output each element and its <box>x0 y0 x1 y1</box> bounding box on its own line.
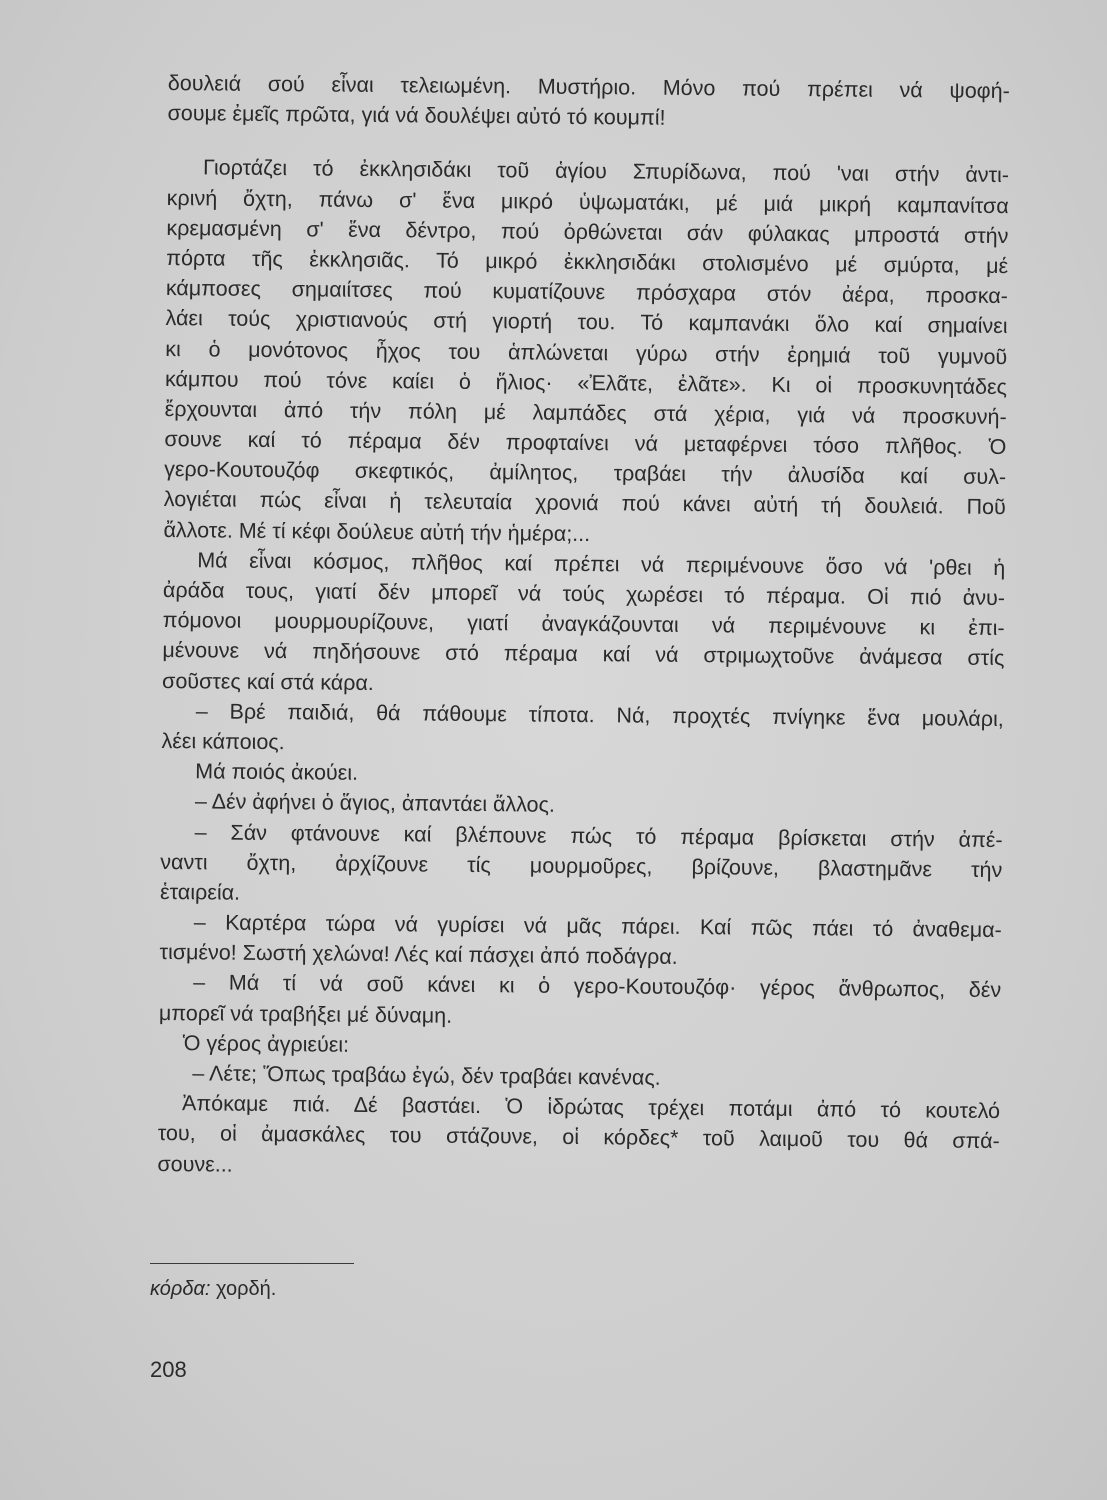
footnote-divider <box>150 1263 354 1264</box>
text-line: – Δέν ἀφήνει ὁ ἅγιος, ἀπαντάει ἄλλος. <box>194 789 556 818</box>
text-line: Ὁ γέρος ἀγριεύει: <box>182 1030 350 1057</box>
text-line: Γιορτάζει τό ἐκκλησιδάκι τοῦ ἁγίου Σπυρίδωνα, πού 'ναι στήν ἀντι- <box>202 155 1010 188</box>
text-line: μένουνε νά πηδήσουνε στό πέραμα καί νά στριμωχτοῦνε ἀνάμεσα στίς <box>162 638 1005 671</box>
text-line: τισμένο! Σωστή χελώνα! Λές καί πάσχει ἀπό ποδάγρα. <box>159 940 678 970</box>
text-line: σουνε καί τό πέραμα δέν προφταίνει νά μεταφέρνει τόσο πλῆθος. Ὁ <box>164 427 1007 460</box>
text-line: Μά εἶναι κόσμος, πλῆθος καί πρέπει νά περιμένουνε ὅσο νά 'ρθει ἡ <box>197 548 1006 580</box>
text-line: – Καρτέρα τώρα νά γυρίσει νά μᾶς πάρει. Καί πῶς πάει τό ἀναθεμα- <box>193 910 1002 943</box>
text-line: σοῦστες καί στά κάρα. <box>162 668 374 695</box>
text-line: λέει κάποιος. <box>161 728 285 755</box>
text-line: γερο-Κουτουζόφ σκεφτικός, ἀμίλητος, τραβάει τήν ἀλυσίδα καί συλ- <box>164 457 1007 490</box>
footnote-definition: χορδή. <box>215 1278 277 1300</box>
text-line: πόρτα τῆς ἐκκλησιᾶς. Τό μικρό ἐκκλησιδάκι στολισμένο μέ σμύρτα, μέ <box>166 245 1009 279</box>
text-line: – Βρέ παιδιά, θά πάθουμε τίποτα. Νά, προχτές πνίγηκε ἕνα μουλάρι, <box>195 699 1004 731</box>
text-line: μπορεῖ νά τραβήξει μέ δύναμη. <box>158 1000 453 1028</box>
text-line: του, οἱ ἀμασκάλες του στάζουνε, οἱ κόρδες* τοῦ λαιμοῦ του θά σπά- <box>157 1121 1000 1154</box>
text-line: κι ὁ μονότονος ἦχος του ἁπλώνεται γύρω στήν ἐρημιά τοῦ γυμνοῦ <box>165 336 1008 369</box>
text-line: Ἀπόκαμε πιά. Δέ βαστάει. Ὁ ἱδρώτας τρέχει ποτάμι ἀπό τό κουτελό <box>181 1091 1001 1124</box>
text-line: σουμε ἐμεῖς πρῶτα, γιά νά δουλέψει αὐτό τό κουμπί! <box>167 101 666 130</box>
text-line: ναντι ὄχτη, ἀρχίζουνε τίς μουρμοῦρες, βρίζουνε, βλαστημᾶνε τήν <box>160 849 1003 882</box>
footnote-term: κόρδα: <box>150 1278 211 1300</box>
body-text <box>157 68 1010 1187</box>
text-line: ἀράδα τους, γιατί δέν μπορεῖ νά τούς χωρέσει τό πέραμα. Οἱ πιό ἀνυ- <box>162 577 1006 611</box>
text-line: – Μά τί νά σοῦ κάνει κι ὁ γερο-Κουτουζόφ· γέρος ἄνθρωπος, δέν <box>193 970 1002 1003</box>
text-line: πόμονοι μουρμουρίζουνε, γιατί ἀναγκάζουνται νά περιμένουνε κι ἐπι- <box>162 608 1005 641</box>
text-line: λάει τούς χριστιανούς στή γιορτή του. Τό καμπανάκι ὅλο καί σημαίνει <box>165 306 1008 339</box>
text-line: κρεμασμένη σ' ἕνα δέντρο, πού ὀρθώνεται σάν φύλακας μπροστά στήν <box>166 215 1009 248</box>
text-line: ἑταιρεία. <box>159 879 241 905</box>
text-line: ἔρχουνται ἀπό τήν πόλη μέ λαμπάδες στά χέρια, γιά νά προσκυνή- <box>164 396 1007 429</box>
text-line: λογιέται πώς εἶναι ἡ τελευταία χρονιά πού κάνει αὐτή τή δουλειά. Ποῦ <box>163 487 1006 520</box>
footnote <box>150 1278 276 1301</box>
text-line: κάμποσες σημαιίτσες πού κυματίζουνε πρόσχαρα στόν ἀέρα, προσκα- <box>165 276 1008 309</box>
text-line: σουνε... <box>157 1151 233 1177</box>
page-number: 208 <box>150 1357 187 1382</box>
text-line: δουλειά σού εἶναι τελειωμένη. Μυστήριο. Μόνο πού πρέπει νά ψοφή- <box>167 70 1010 104</box>
text-line: ἄλλοτε. Μέ τί κέφι δούλευε αὐτή τήν ἡμέρα;... <box>163 517 591 546</box>
text-line: – Λέτε; Ὅπως τραβάω ἐγώ, δέν τραβάει κανένας. <box>192 1061 661 1090</box>
text-line: – Σάν φτάνουνε καί βλέπουνε πώς τό πέραμα βρίσκεται στήν ἀπέ- <box>194 819 1003 852</box>
text-line: κρινή ὄχτη, πάνω σ' ἕνα μικρό ὑψωματάκι, μέ μιά μικρή καμπανίτσα <box>166 185 1009 218</box>
text-line: κάμπου πού τόνε καίει ὁ ἥλιος· «Ἐλᾶτε, ἐλᾶτε». Κι οἱ προσκυνητάδες <box>164 366 1008 399</box>
text-line: Μά ποιός ἀκούει. <box>195 759 359 785</box>
